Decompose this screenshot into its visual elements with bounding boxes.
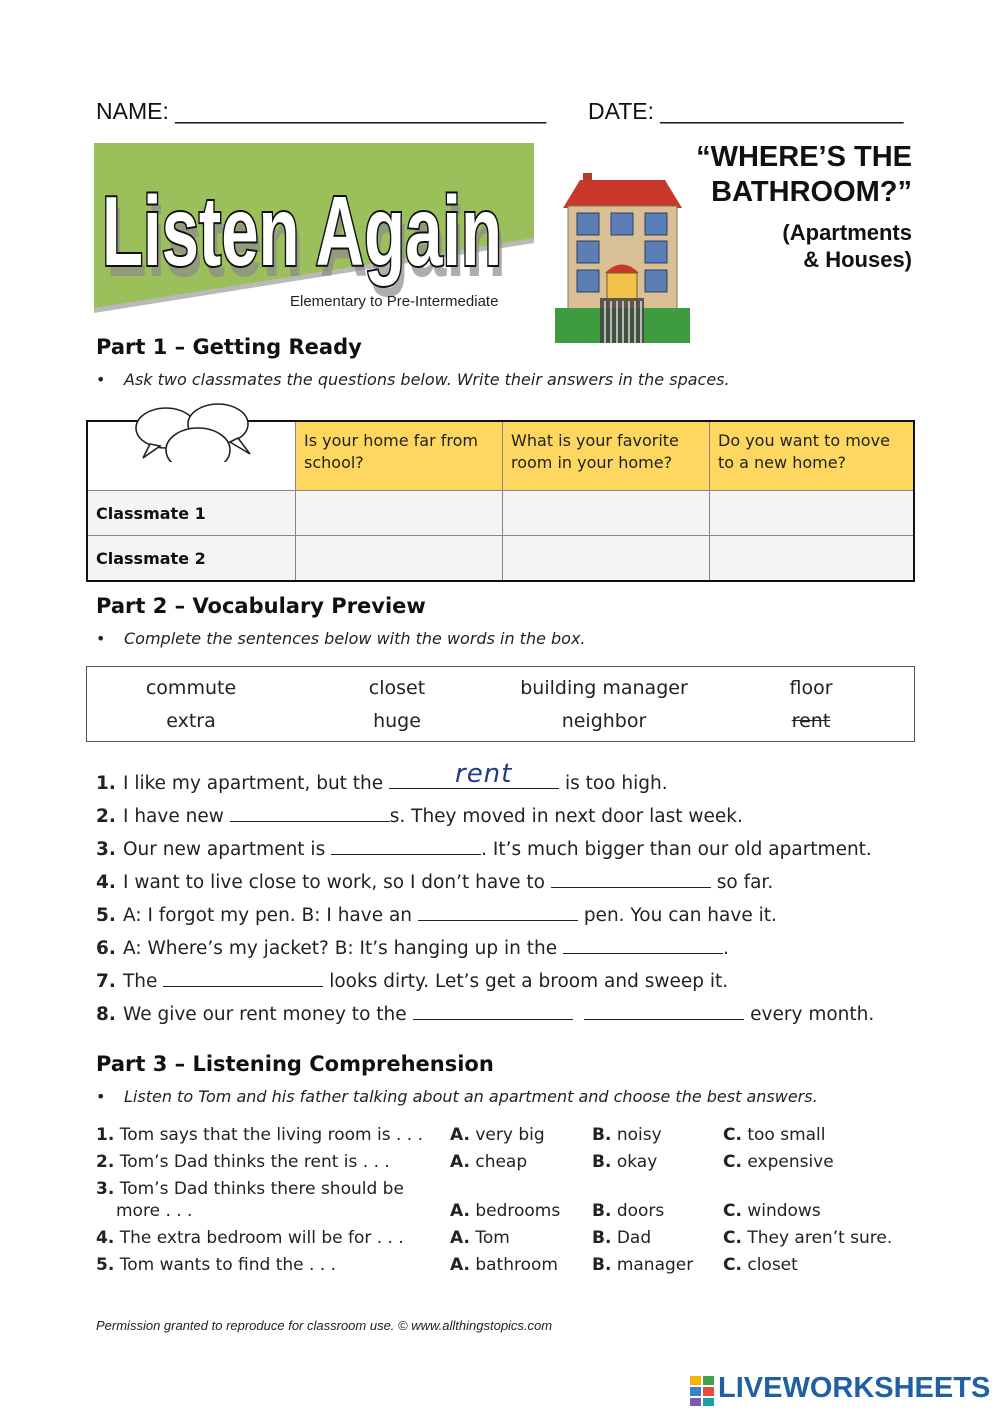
mc-number: 1. xyxy=(96,1125,115,1145)
lesson-title-line2: BATHROOM?” xyxy=(711,176,912,208)
mc-question-text: Tom says that the living room is . . . xyxy=(119,1125,423,1145)
date-label: DATE: xyxy=(588,98,655,124)
sentence-text: pen. You can have it. xyxy=(583,905,777,926)
sentence-text: s. They moved in next door last week. xyxy=(389,806,743,827)
part3-instruction-text: Listen to Tom and his father talking about an apartment and choose the best answers. xyxy=(124,1087,818,1106)
option-text: They aren’t sure. xyxy=(747,1228,893,1248)
answer-cell[interactable] xyxy=(296,491,503,536)
sentence-7 xyxy=(96,970,728,992)
sentence-text: . It’s much bigger than our old apartment. xyxy=(481,839,872,860)
mc-number: 2. xyxy=(96,1152,115,1172)
bullet-icon: • xyxy=(96,629,106,648)
option-text: windows xyxy=(747,1201,821,1221)
permission-footer: Permission granted to reproduce for classroom use. © www.allthingstopics.com xyxy=(96,1318,553,1333)
mc-option-c[interactable] xyxy=(723,1228,892,1248)
answer-cell[interactable] xyxy=(710,491,915,536)
mc-option-c[interactable] xyxy=(723,1255,798,1275)
sentence-text: I want to live close to work, so I don’t have to xyxy=(123,872,545,893)
option-text: closet xyxy=(747,1255,798,1275)
table-row xyxy=(87,536,914,582)
mc-option-a[interactable] xyxy=(450,1255,558,1275)
sentence-text: looks dirty. Let’s get a broom and sweep it. xyxy=(329,971,729,992)
liveworksheets-logo xyxy=(690,1372,990,1408)
word-closet: closet xyxy=(368,677,426,699)
mc-question-text: Tom’s Dad thinks there should be xyxy=(119,1179,404,1199)
answer-cell[interactable] xyxy=(503,491,710,536)
option-letter: B. xyxy=(592,1228,612,1248)
mc-number: 3. xyxy=(96,1179,115,1199)
name-blank[interactable]: _____________________________ xyxy=(175,98,547,124)
option-letter: C. xyxy=(723,1152,742,1172)
mc-option-b[interactable] xyxy=(592,1228,651,1248)
mc-option-b[interactable] xyxy=(592,1201,664,1221)
option-text: very big xyxy=(475,1125,545,1145)
answer-blank-7[interactable] xyxy=(163,970,323,987)
option-letter: B. xyxy=(592,1201,612,1221)
part2-instruction xyxy=(96,629,586,648)
sentence-text: every month. xyxy=(750,1004,875,1025)
option-text: manager xyxy=(616,1255,694,1275)
sentence-number: 2. xyxy=(96,806,116,827)
sentence-text: I have new xyxy=(123,806,224,827)
word-commute: commute xyxy=(145,677,237,699)
option-text: too small xyxy=(747,1125,826,1145)
date-blank[interactable]: ___________________ xyxy=(660,98,904,124)
lesson-title-line1: “WHERE’S THE xyxy=(696,141,912,173)
part1-heading: Part 1 – Getting Ready xyxy=(96,335,362,359)
lesson-subtitle-line2: & Houses) xyxy=(803,247,912,272)
mc-question-text: The extra bedroom will be for . . . xyxy=(119,1228,404,1248)
option-text: noisy xyxy=(616,1125,662,1145)
liveworksheets-icon xyxy=(690,1376,716,1406)
part2-instruction-text: Complete the sentences below with the words in the box. xyxy=(124,629,586,648)
word-huge: huge xyxy=(373,710,421,732)
table-row xyxy=(87,491,914,536)
liveworksheets-wordmark: LIVEWORKSHEETS xyxy=(718,1372,991,1404)
option-text: doors xyxy=(616,1201,665,1221)
sentence-number: 6. xyxy=(96,938,116,959)
date-field xyxy=(588,98,903,125)
mc-question-3 xyxy=(96,1179,404,1199)
option-text: bedrooms xyxy=(475,1201,561,1221)
option-letter: B. xyxy=(592,1152,612,1172)
answer-cell[interactable] xyxy=(710,536,915,582)
mc-option-a[interactable] xyxy=(450,1125,545,1145)
sentence-number: 7. xyxy=(96,971,116,992)
banner-title-shadow: Listen Again xyxy=(106,187,506,297)
part1-instruction xyxy=(96,370,730,389)
option-letter: A. xyxy=(450,1152,470,1172)
option-letter: C. xyxy=(723,1228,742,1248)
mc-question-text: Tom wants to find the . . . xyxy=(119,1255,337,1275)
sentence-number: 4. xyxy=(96,872,116,893)
sentence-text: Our new apartment is xyxy=(123,839,326,860)
sentence-text: so far. xyxy=(716,872,774,893)
sentence-text: . xyxy=(723,938,729,959)
sentence-number: 1. xyxy=(96,773,116,794)
mc-question-2 xyxy=(96,1152,390,1172)
option-text: bathroom xyxy=(475,1255,558,1275)
option-letter: A. xyxy=(450,1125,470,1145)
option-letter: C. xyxy=(723,1255,742,1275)
mc-option-b[interactable] xyxy=(592,1125,662,1145)
sentence-2 xyxy=(96,805,743,827)
mc-question-text: Tom’s Dad thinks the rent is . . . xyxy=(119,1152,390,1172)
option-text: okay xyxy=(616,1152,658,1172)
bullet-icon: • xyxy=(96,370,106,389)
option-letter: A. xyxy=(450,1255,470,1275)
mc-number: 4. xyxy=(96,1228,115,1248)
answer-cell[interactable] xyxy=(296,536,503,582)
part1-instruction-text: Ask two classmates the questions below. Write their answers in the spaces. xyxy=(124,370,730,389)
answer-blank-3[interactable] xyxy=(331,838,481,855)
sentence-text: is too high. xyxy=(564,773,668,794)
word-neighbor: neighbor xyxy=(561,710,647,732)
question-1-header: Is your home far from school? xyxy=(296,421,503,491)
banner-title: Listen Again xyxy=(102,176,502,286)
mc-question-4 xyxy=(96,1228,404,1248)
word-extra: extra xyxy=(166,710,216,732)
answer-blank-4[interactable] xyxy=(551,871,711,888)
word-building-manager: building manager xyxy=(520,677,688,699)
answer-blank-6[interactable] xyxy=(563,937,723,954)
sentence-text: A: Where’s my jacket? B: It’s hanging up in the xyxy=(123,938,558,959)
mc-option-c[interactable] xyxy=(723,1152,834,1172)
mc-question-3-continued: more . . . xyxy=(116,1201,193,1221)
part3-heading: Part 3 – Listening Comprehension xyxy=(96,1052,494,1076)
mc-option-a[interactable] xyxy=(450,1152,527,1172)
lesson-subtitle xyxy=(712,219,912,273)
word-rent-used: rent xyxy=(791,710,831,732)
option-letter: C. xyxy=(723,1125,742,1145)
option-text: Tom xyxy=(475,1228,510,1248)
question-3-header: Do you want to move to a new home? xyxy=(710,421,915,491)
mc-option-a[interactable] xyxy=(450,1228,510,1248)
answer-blank-8a[interactable] xyxy=(413,1003,573,1020)
listen-again-banner xyxy=(94,143,534,313)
sentence-text: I like my apartment, but the xyxy=(123,773,384,794)
bullet-icon: • xyxy=(96,1087,106,1106)
option-letter: B. xyxy=(592,1255,612,1275)
answer-cell[interactable] xyxy=(503,536,710,582)
answer-blank-5[interactable] xyxy=(418,904,578,921)
row-label-classmate-2: Classmate 2 xyxy=(87,536,296,582)
mc-question-1 xyxy=(96,1125,423,1145)
mc-option-c[interactable] xyxy=(723,1201,821,1221)
mc-option-a[interactable] xyxy=(450,1201,560,1221)
sentence-3 xyxy=(96,838,872,860)
mc-option-b[interactable] xyxy=(592,1255,693,1275)
answer-blank-8b[interactable] xyxy=(584,1003,744,1020)
sentence-text: We give our rent money to the xyxy=(123,1004,407,1025)
sentence-number: 3. xyxy=(96,839,116,860)
name-label: NAME: xyxy=(96,98,169,124)
sentence-1 xyxy=(96,772,668,794)
option-letter: A. xyxy=(450,1201,470,1221)
sentence-4 xyxy=(96,871,773,893)
lesson-subtitle-line1: (Apartments xyxy=(782,220,912,245)
sentence-5 xyxy=(96,904,777,926)
option-letter: A. xyxy=(450,1228,470,1248)
word-box xyxy=(86,666,915,742)
sentence-text: The xyxy=(123,971,158,992)
name-field xyxy=(96,98,546,125)
mc-question-5 xyxy=(96,1255,336,1275)
option-letter: B. xyxy=(592,1125,612,1145)
sentence-6 xyxy=(96,937,729,959)
lesson-title xyxy=(612,140,912,210)
question-2-header: What is your favorite room in your home? xyxy=(503,421,710,491)
handwritten-answer-1: rent xyxy=(455,759,513,789)
part2-heading: Part 2 – Vocabulary Preview xyxy=(96,594,426,618)
sentence-text: A: I forgot my pen. B: I have an xyxy=(123,905,413,926)
speech-bubbles-cell xyxy=(87,421,296,491)
level-subtitle: Elementary to Pre-Intermediate xyxy=(290,293,499,310)
mc-option-b[interactable] xyxy=(592,1152,657,1172)
classmates-table xyxy=(86,420,915,582)
part3-instruction xyxy=(96,1087,818,1106)
mc-option-c[interactable] xyxy=(723,1125,826,1145)
word-floor: floor xyxy=(789,677,833,699)
row-label-classmate-1: Classmate 1 xyxy=(87,491,296,536)
option-text: Dad xyxy=(616,1228,652,1248)
mc-number: 5. xyxy=(96,1255,115,1275)
answer-blank-2[interactable] xyxy=(230,805,390,822)
speech-bubbles-icon xyxy=(88,402,293,462)
sentence-8 xyxy=(96,1003,874,1025)
option-letter: C. xyxy=(723,1201,742,1221)
option-text: cheap xyxy=(475,1152,528,1172)
sentence-number: 5. xyxy=(96,905,116,926)
option-text: expensive xyxy=(747,1152,834,1172)
sentence-number: 8. xyxy=(96,1004,116,1025)
